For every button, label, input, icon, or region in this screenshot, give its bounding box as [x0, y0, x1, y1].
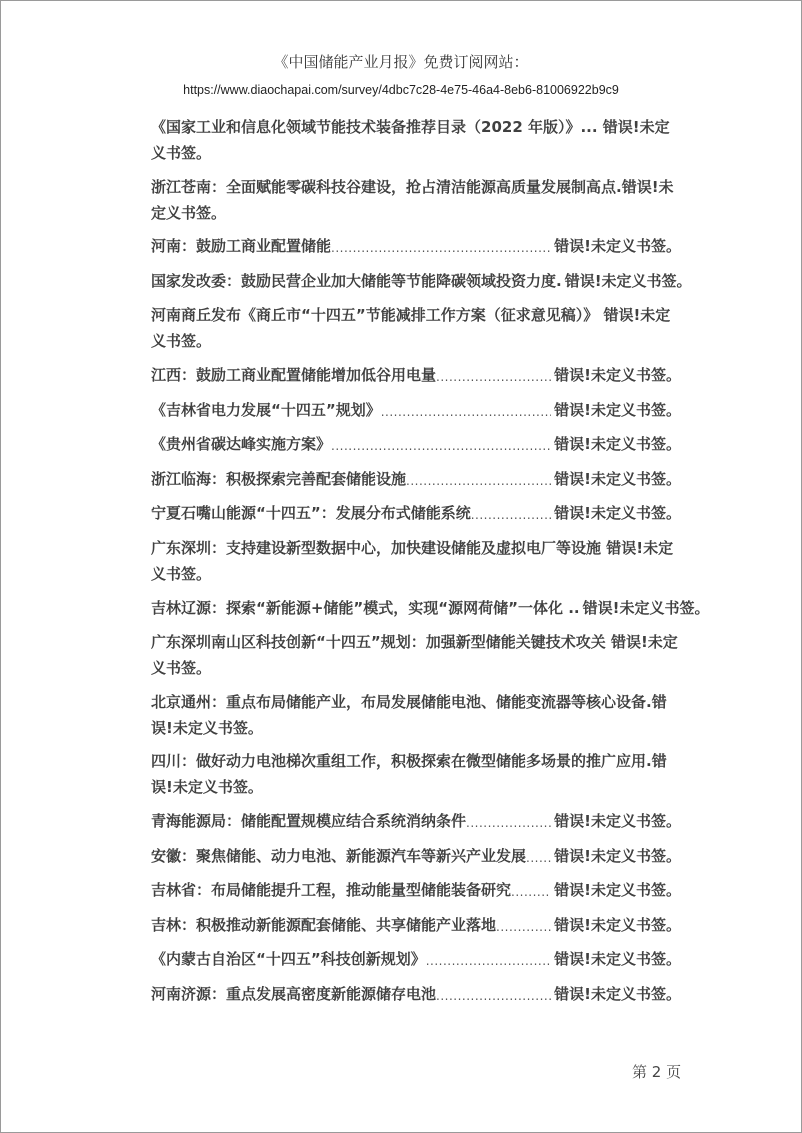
header-title: 《中国储能产业月报》免费订阅网站：: [273, 53, 529, 71]
toc-leader-dots: [331, 435, 551, 457]
toc-entry-title: 吉林辽源：探索“新能源+储能”模式，实现“源网荷储”一体化 ..: [151, 598, 580, 617]
toc-entry[interactable]: [151, 431, 681, 457]
toc-entry[interactable]: [151, 302, 681, 354]
toc-entry-text: 浙江苍南：全面赋能零碳科技谷建设，抢占清洁能源高质量发展制高点.错误!未定义书签。: [151, 177, 674, 222]
toc-entry-title: 国家发改委：鼓励民营企业加大储能等节能降碳领域投资力度.: [151, 271, 562, 290]
toc-entry[interactable]: [151, 946, 681, 972]
page-number: 第 2 页: [632, 1063, 682, 1081]
toc-entry-ref: 错误!未定义书签。: [554, 984, 681, 1003]
toc-entry-title: 《内蒙古自治区“十四五”科技创新规划》: [151, 950, 426, 969]
toc-entry-ref: 错误!未定义书签。: [554, 237, 681, 256]
toc-entry-ref: 错误!未定义书签。: [554, 469, 681, 488]
toc-leader-dots: [466, 812, 551, 834]
toc-entry[interactable]: [151, 808, 681, 834]
toc-entry[interactable]: [151, 174, 681, 226]
toc-entry-title: 吉林：积极推动新能源配套储能、共享储能产业落地: [151, 915, 497, 934]
toc-entry[interactable]: [151, 748, 681, 800]
toc-entry-ref: 错误!未定义书签。: [564, 271, 692, 290]
toc-entry-text: 《国家工业和信息化领域节能技术装备推荐目录（2022 年版）》... 错误!未定义书签。: [151, 118, 670, 162]
toc-entry-title: 《贵州省碳达峰实施方案》: [151, 435, 332, 454]
toc-entry[interactable]: [151, 466, 681, 492]
toc-entry[interactable]: [151, 629, 681, 681]
toc-entry-ref: 错误!未定义书签。: [582, 598, 710, 617]
toc-entry-ref: 错误!未定义书签。: [554, 811, 681, 830]
toc-entry-title: 江西：鼓励工商业配置储能增加低谷用电量: [151, 365, 437, 384]
toc-entry[interactable]: [151, 877, 681, 903]
toc-entry[interactable]: [151, 397, 681, 423]
toc-entry-ref: 错误!未定义书签。: [554, 504, 681, 523]
toc-entry[interactable]: [151, 268, 692, 294]
toc-entry[interactable]: [151, 233, 681, 259]
toc-leader-dots: [426, 950, 551, 972]
toc-entry-text: 四川：做好动力电池梯次重组工作，积极探索在微型储能多场景的推广应用.错误!未定义书签。: [151, 752, 667, 797]
toc-entry[interactable]: [151, 362, 681, 388]
table-of-contents: [151, 114, 710, 1015]
toc-leader-dots: [496, 916, 551, 938]
toc-entry-ref: 错误!未定义书签。: [554, 915, 681, 934]
toc-entry-text: 北京通州：重点布局储能产业，布局发展储能电池、储能变流器等核心设备.错误!未定义书签。: [151, 692, 667, 737]
toc-leader-dots: [436, 366, 551, 388]
toc-entry-ref: 错误!未定义书签。: [554, 365, 681, 384]
toc-entry[interactable]: [151, 843, 681, 869]
toc-entry-ref: 错误!未定义书签。: [554, 950, 681, 969]
toc-entry[interactable]: [151, 912, 681, 938]
toc-entry-title: 《吉林省电力发展“十四五”规划》: [151, 400, 381, 419]
toc-entry-ref: 错误!未定义书签。: [554, 881, 681, 900]
subscription-url-link[interactable]: https://www.diaochapai.com/survey/4dbc7c28-4e75-46a4-8eb6-81006922b9c9: [183, 83, 619, 97]
toc-entry[interactable]: [151, 535, 681, 587]
toc-entry-title: 宁夏石嘴山能源“十四五”：发展分布式储能系统: [151, 504, 471, 523]
toc-entry-ref: 错误!未定义书签。: [554, 846, 681, 865]
toc-entry-title: 青海能源局：储能配置规模应结合系统消纳条件: [151, 811, 467, 830]
toc-leader-dots: [471, 504, 551, 526]
toc-entry-title: 浙江临海：积极探索完善配套储能设施: [151, 469, 407, 488]
toc-entry[interactable]: [151, 689, 681, 741]
toc-leader-dots: [406, 470, 551, 492]
toc-entry-title: 河南：鼓励工商业配置储能: [151, 237, 332, 256]
toc-entry-ref: 错误!未定义书签。: [554, 435, 681, 454]
toc-entry-text: 河南商丘发布《商丘市“十四五”节能减排工作方案（征求意见稿）》 错误!未定义书签。: [151, 306, 671, 351]
toc-leader-dots: [381, 401, 551, 423]
toc-entry-title: 安徽：聚焦储能、动力电池、新能源汽车等新兴产业发展: [151, 846, 527, 865]
toc-leader-dots: [436, 985, 551, 1007]
toc-entry-title: 吉林省：布局储能提升工程，推动能量型储能装备研究: [151, 881, 512, 900]
toc-entry[interactable]: [151, 500, 681, 526]
toc-entry-ref: 错误!未定义书签。: [554, 400, 681, 419]
toc-leader-dots: [526, 847, 551, 869]
toc-entry-title: 河南济源：重点发展高密度新能源储存电池: [151, 984, 437, 1003]
toc-leader-dots: [331, 237, 551, 259]
toc-entry-text: 广东深圳南山区科技创新“十四五”规划：加强新型储能关键技术攻关 错误!未定义书签。: [151, 633, 678, 678]
toc-entry-text: 广东深圳：支持建设新型数据中心，加快建设储能及虚拟电厂等设施 错误!未定义书签。: [151, 538, 674, 583]
toc-entry[interactable]: [151, 114, 681, 166]
toc-leader-dots: [511, 881, 551, 903]
toc-entry[interactable]: [151, 595, 710, 621]
toc-entry[interactable]: [151, 981, 681, 1007]
